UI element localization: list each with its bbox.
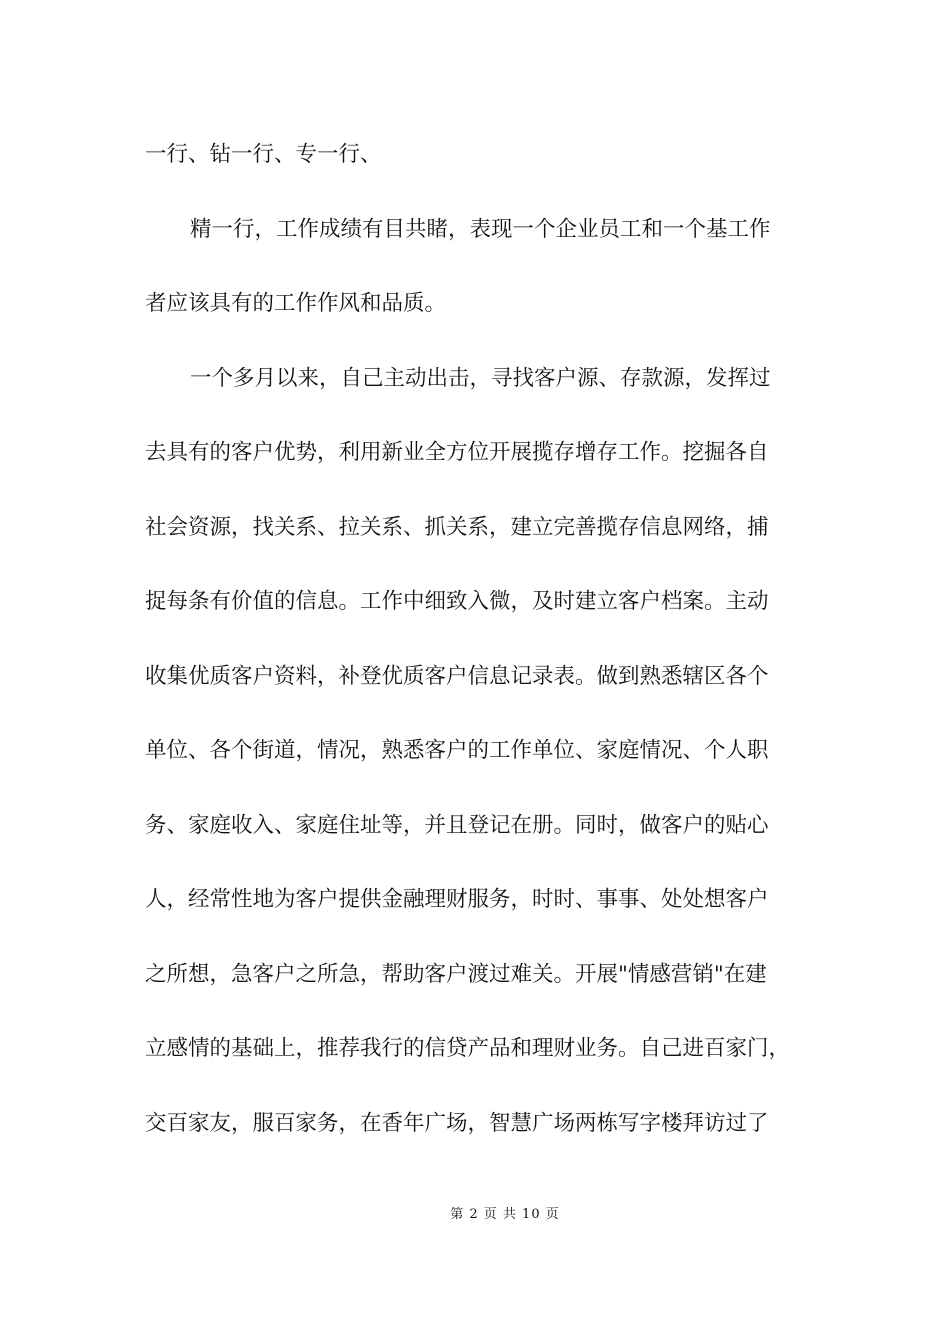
text-line: 收集优质客户资料，补登优质客户信息记录表。做到熟悉辖区各个	[145, 663, 769, 689]
text-line: 单位、各个街道，情况，熟悉客户的工作单位、家庭情况、个人职	[145, 738, 769, 763]
text-line: 者应该具有的工作作风和品质。	[145, 291, 447, 316]
text-line: 一行、钻一行、专一行、	[145, 142, 382, 167]
text-line: 务、家庭收入、家庭住址等，并且登记在册。同时，做客户的贴心	[145, 812, 769, 838]
text-line: 人，经常性地为客户提供金融理财服务，时时、事事、处处想客户	[145, 887, 769, 912]
page-footer: 第 2 页 共 10 页	[450, 1207, 560, 1222]
text-line: 捉每条有价值的信息。工作中细致入微，及时建立客户档案。主动	[145, 589, 769, 614]
body-text	[145, 135, 810, 1178]
text-line: 之所想，急客户之所急，帮助客户渡过难关。开展"情感营销"在建	[145, 961, 767, 987]
text-line: 社会资源，找关系、拉关系、抓关系，建立完善揽存信息网络，捕	[145, 514, 769, 540]
text-line: 去具有的客户优势，利用新业全方位开展揽存增存工作。挖掘各自	[145, 440, 769, 465]
text-line: 精一行，工作成绩有目共睹，表现一个企业员工和一个基工作	[190, 216, 771, 242]
text-line: 交百家友，服百家务，在香年广场，智慧广场两栋写字楼拜访过了	[145, 1110, 769, 1136]
text-line: 一个多月以来，自己主动出击，寻找客户源、存款源，发挥过	[190, 365, 771, 391]
text-line: 立感情的基础上，推荐我行的信贷产品和理财业务。自己进百家门，	[145, 1036, 791, 1061]
